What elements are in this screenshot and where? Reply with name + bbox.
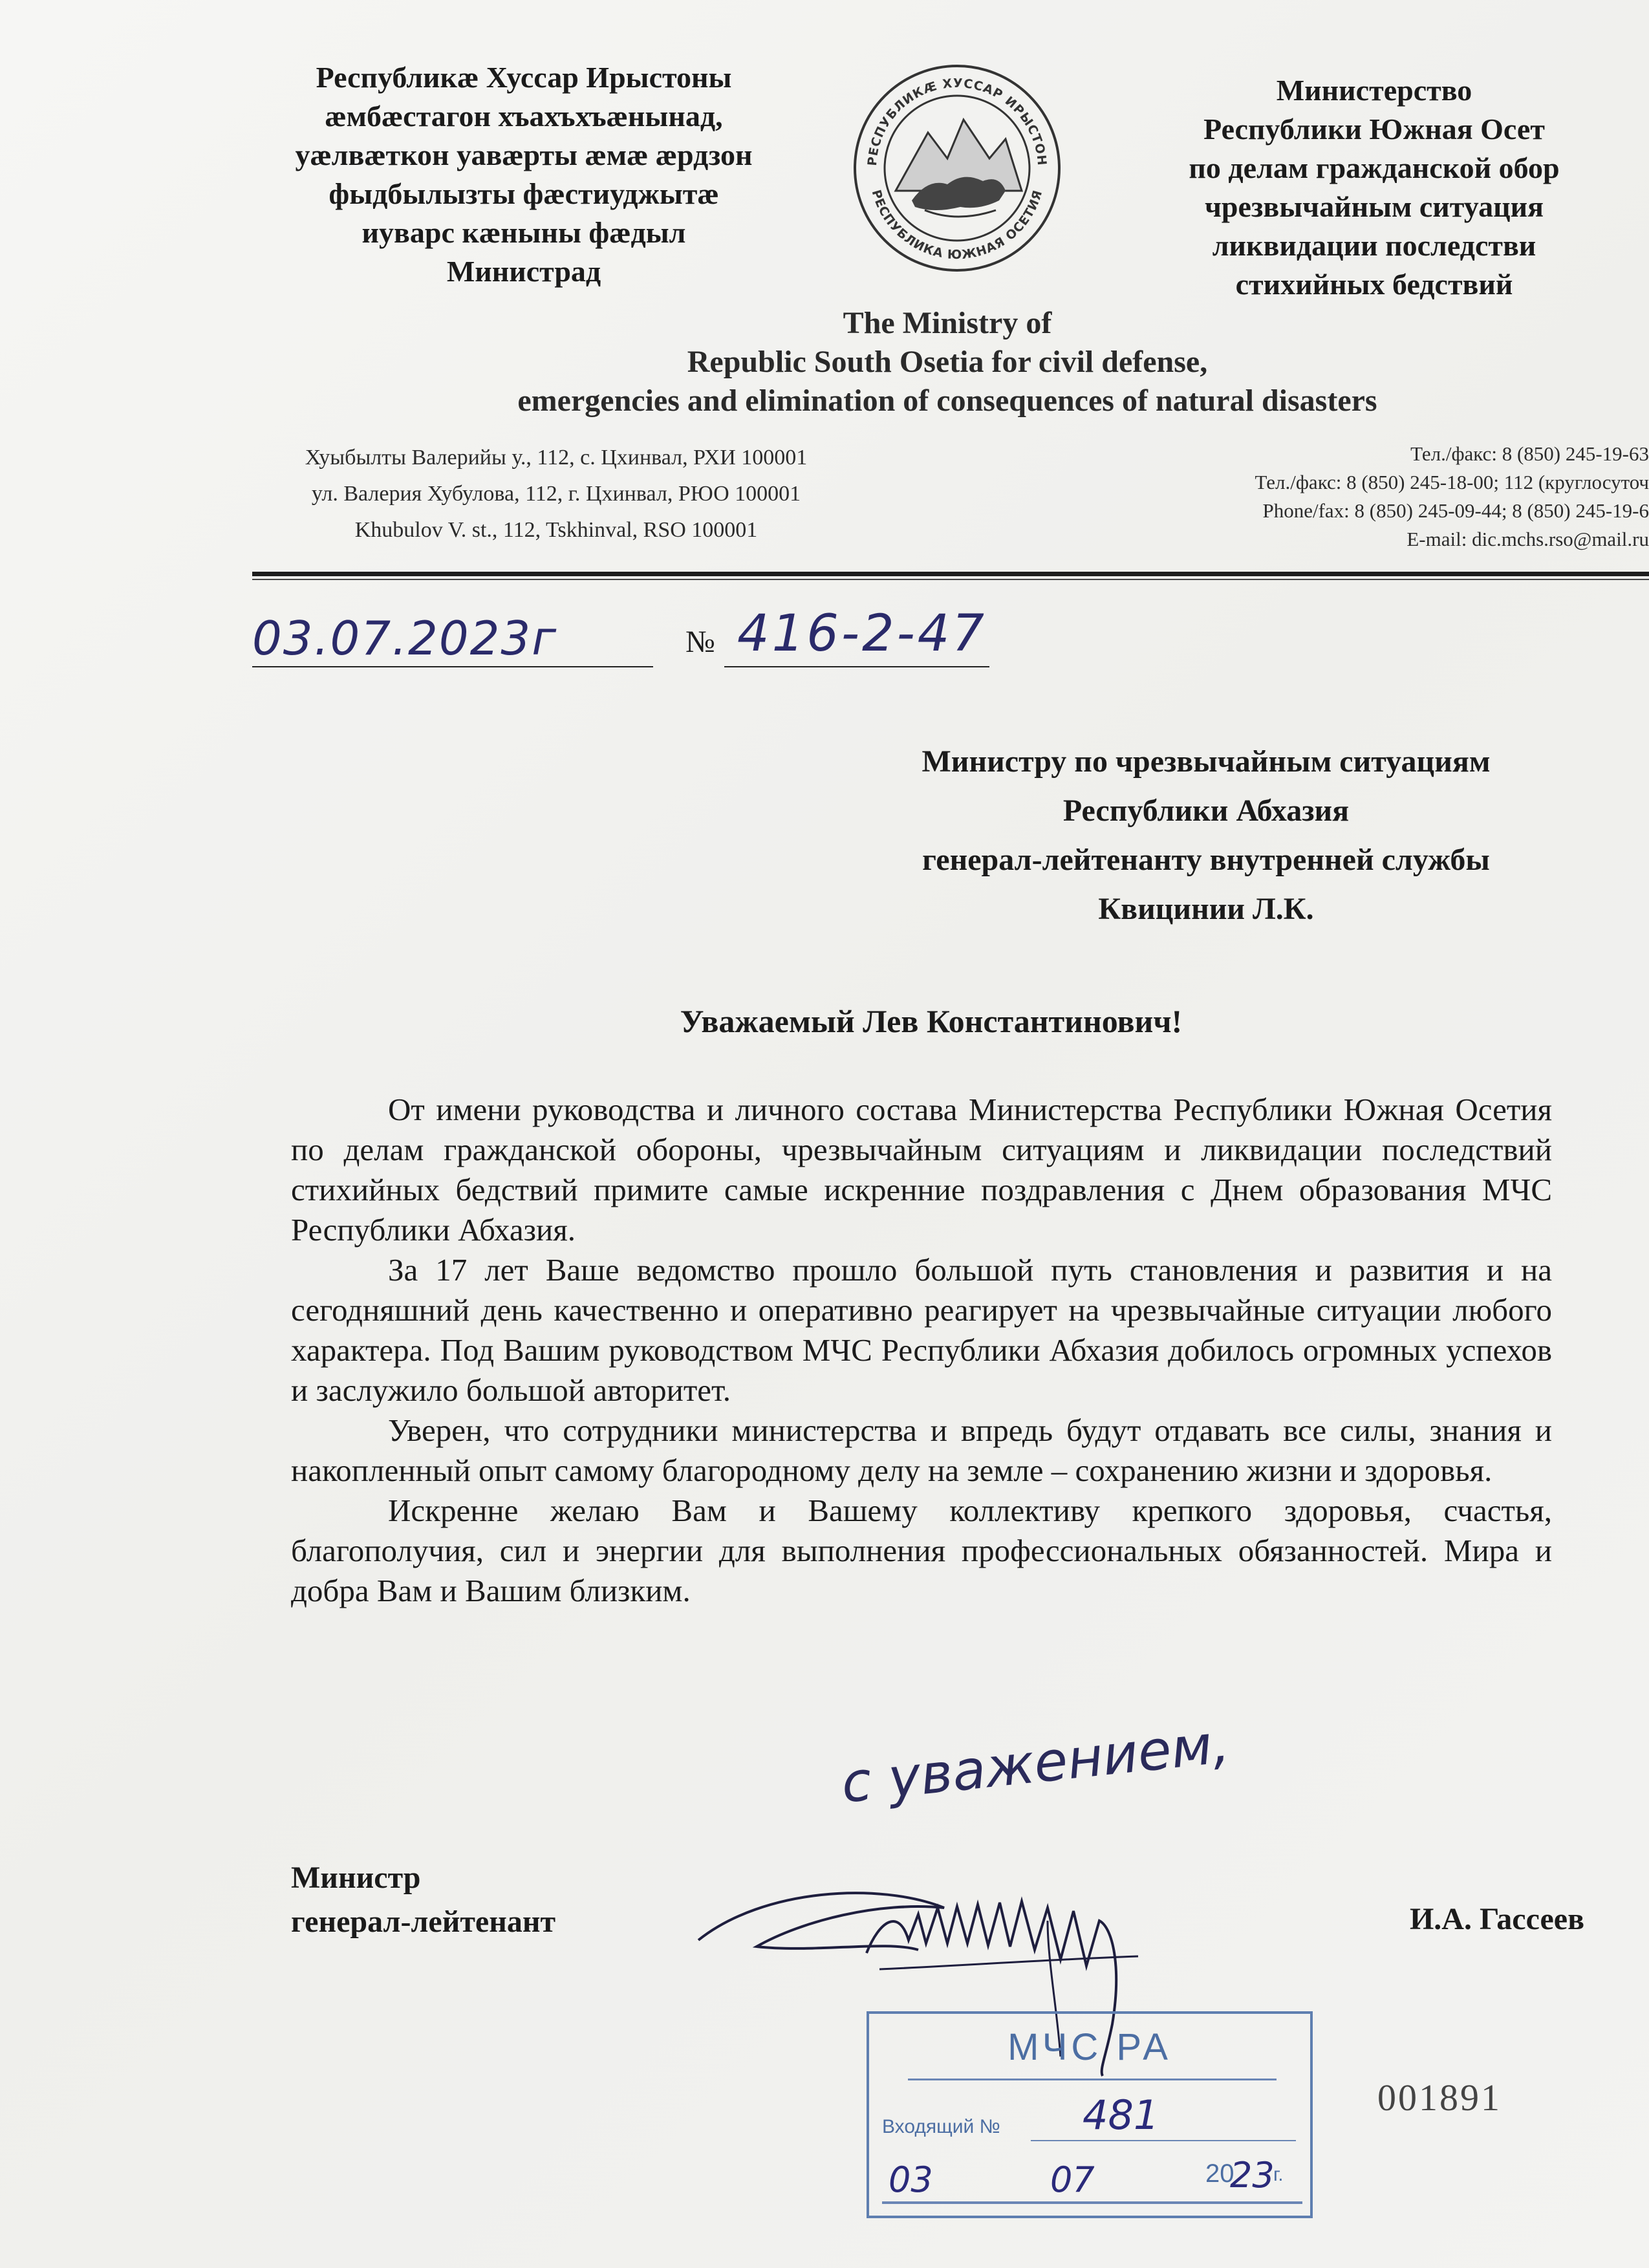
addressee-line: Республики Абхазия bbox=[1062, 794, 1350, 828]
header-line: стихийных бедствий bbox=[1235, 268, 1513, 301]
header-line: иуварс кæныны фæдыл bbox=[361, 216, 686, 249]
emblem-text-bottom: РЕСПУБЛИКА ЮЖНАЯ ОСЕТИЯ bbox=[868, 188, 1046, 263]
header-russian bbox=[1099, 71, 1649, 304]
signatory-title bbox=[291, 1856, 679, 1944]
header-line: emergencies and elimination of consequences of natural disasters bbox=[517, 383, 1377, 418]
stamp-date-underline bbox=[882, 2201, 1302, 2204]
paragraph: За 17 лет Ваше ведомство прошло большой путь становления и развития и на сегодняшний день качественно и оперативно реагирует на чрезвычайные ситуации любого характера. Под Вашим руководством МЧС Республики Абхазия добилось огромных успехов и заслужило большой авторитет. bbox=[291, 1252, 1552, 1408]
address-line: Хуыбылты Валерийы у., 112, с. Цхинвал, РХИ 100001 bbox=[305, 446, 808, 470]
stamp-year-prefix: 20 bbox=[1205, 2159, 1234, 2188]
stamp-divider bbox=[908, 2079, 1277, 2080]
incoming-stamp bbox=[867, 2011, 1313, 2218]
stamp-day: 03 bbox=[889, 2159, 933, 2200]
registration-date: 03.07.2023г bbox=[252, 611, 558, 665]
contact-info bbox=[1061, 440, 1649, 554]
stamp-incoming-number: 481 bbox=[1083, 2091, 1159, 2139]
paragraph: Искренне желаю Вам и Вашему коллективу крепкого здоровья, счастья, благополучия, сил и энергии для выполнения профессиональных обязанностей. Мира и добра Вам и Вашим близким. bbox=[291, 1493, 1552, 1608]
addressee-line: генерал-лейтенанту внутренней службы bbox=[922, 843, 1490, 877]
stamp-month: 07 bbox=[1050, 2159, 1095, 2200]
serial-number: 001891 bbox=[1377, 2077, 1502, 2119]
header-divider bbox=[252, 572, 1649, 576]
header-line: The Ministry of bbox=[843, 306, 1052, 340]
contact-line: Phone/fax: 8 (850) 245-09-44; 8 (850) 245-19-6 bbox=[1262, 499, 1649, 522]
header-line: уæлвæткон уавæрты æмæ æрдзон bbox=[295, 138, 753, 171]
stamp-year-end: г. bbox=[1273, 2164, 1284, 2185]
header-line: æмбæстагон хъахъхъæнынад, bbox=[325, 100, 723, 133]
salutation: Уважаемый Лев Константинович! bbox=[680, 1003, 1183, 1039]
registration-number: 416-2-47 bbox=[737, 605, 987, 663]
number-underline bbox=[724, 666, 989, 667]
handwritten-note-text: с уважением, bbox=[838, 1711, 1233, 1815]
paragraph: От имени руководства и личного состава Министерства Республики Южная Осетия по делам гражданской обороны, чрезвычайным ситуациям и ликвидации последствий стихийных бедствий примите самые искренние поздравления с Днем образования МЧС Республики Абхазия. bbox=[291, 1092, 1552, 1247]
signatory-title-line: генерал-лейтенант bbox=[291, 1905, 556, 1939]
header-line: Министрад bbox=[446, 255, 601, 288]
signatory-title-line: Министр bbox=[291, 1861, 421, 1895]
header-line: ликвидации последстви bbox=[1212, 229, 1536, 262]
contact-line: Тел./факс: 8 (850) 245-19-63 bbox=[1410, 442, 1649, 465]
header-line: Республики Южная Осет bbox=[1203, 113, 1545, 146]
header-line: по делам гражданской обор bbox=[1189, 151, 1560, 184]
paragraph: Уверен, что сотрудники министерства и впредь будут отдавать все силы, знания и накопленный опыт самому благородному делу на земле – сохранению жизни и здоровья. bbox=[291, 1412, 1552, 1488]
addressee-line: Квицинии Л.К. bbox=[1098, 892, 1314, 926]
addressee-block bbox=[808, 737, 1604, 934]
letter-body bbox=[291, 1090, 1552, 1611]
addressee-line: Министру по чрезвычайным ситуациям bbox=[921, 744, 1491, 779]
stamp-year-suffix: 23 bbox=[1230, 2155, 1275, 2196]
header-line: чрезвычайным ситуация bbox=[1204, 190, 1544, 223]
header-line: фыдбылызты фæстиуджытæ bbox=[329, 177, 719, 210]
emblem-text-top: РЕСПУБЛИКÆ ХУССАР ИРЫСТОН bbox=[865, 76, 1050, 167]
date-underline bbox=[252, 666, 653, 667]
header-line: Министерство bbox=[1276, 74, 1472, 107]
header-divider-thin bbox=[252, 579, 1649, 580]
stamp-incoming-label: Входящий № bbox=[882, 2116, 1000, 2137]
stamp-number-underline bbox=[1031, 2140, 1296, 2141]
contact-line: E-mail: dic.mchs.rso@mail.ru bbox=[1406, 528, 1649, 550]
signatory-name: И.А. Гассеев bbox=[1409, 1902, 1584, 1936]
number-sign: № bbox=[685, 625, 715, 659]
header-line: Republic South Osetia for civil defense, bbox=[687, 345, 1208, 379]
address-line: ул. Валерия Хубулова, 112, г. Цхинвал, РЮО 100001 bbox=[311, 482, 801, 506]
coat-of-arms-icon bbox=[850, 61, 1064, 275]
header-english bbox=[323, 304, 1571, 420]
header-line: Республикæ Хуссар Ирыстоны bbox=[316, 61, 732, 94]
handwritten-note bbox=[834, 1694, 1429, 1824]
contact-line: Тел./факс: 8 (850) 245-18-00; 112 (круглосуточ bbox=[1255, 471, 1649, 493]
address-line: Khubulov V. st., 112, Tskhinval, RSO 100001 bbox=[354, 518, 758, 542]
postal-address bbox=[233, 440, 879, 548]
stamp-title: МЧС РА bbox=[1008, 2026, 1172, 2068]
header-ossetian bbox=[213, 58, 834, 291]
